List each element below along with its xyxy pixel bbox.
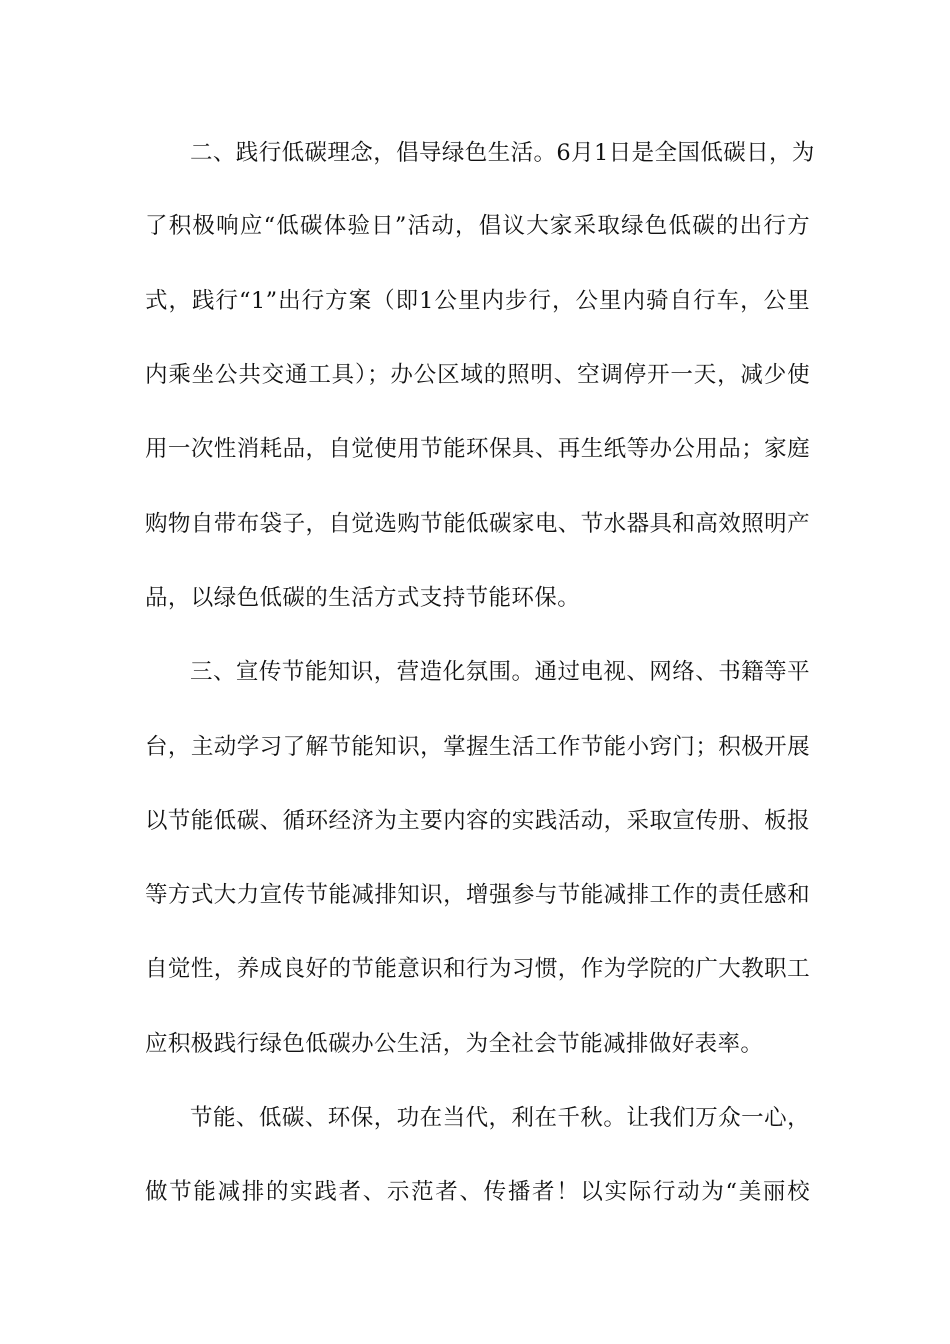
paragraph-3-line-4: 等方式大力宣传节能减排知识，增强参与节能减排工作的责任感和	[145, 882, 810, 908]
paragraph-2-line-5: 用一次性消耗品，自觉使用节能环保具、再生纸等办公用品；家庭	[145, 436, 810, 462]
paragraph-2-line-7: 品，以绿色低碳的生活方式支持节能环保。	[145, 585, 581, 611]
paragraph-2-line-4: 内乘坐公共交通工具）；办公区域的照明、空调停开一天，减少使	[145, 362, 810, 388]
paragraph-3-line-5: 自觉性，养成良好的节能意识和行为习惯，作为学院的广大教职工	[145, 956, 810, 982]
paragraph-3-line-2: 台，主动学习了解节能知识，掌握生活工作节能小窍门；积极开展	[145, 734, 810, 760]
paragraph-2-line-3: 式，践行“1”出行方案（即1公里内步行，公里内骑自行车，公里	[145, 288, 810, 314]
paragraph-2-line-2: 了积极响应“低碳体验日”活动，倡议大家采取绿色低碳的出行方	[145, 213, 810, 239]
paragraph-2-line-6: 购物自带布袋子，自觉选购节能低碳家电、节水器具和高效照明产	[145, 511, 810, 537]
paragraph-3-line-1: 三、宣传节能知识，营造化氛围。通过电视、网络、书籍等平	[190, 659, 810, 685]
paragraph-4-line-1: 节能、低碳、环保，功在当代，利在千秋。让我们万众一心，	[190, 1105, 810, 1131]
paragraph-2-line-1: 二、践行低碳理念，倡导绿色生活。6月1日是全国低碳日，为	[190, 140, 815, 166]
paragraph-3-line-3: 以节能低碳、循环经济为主要内容的实践活动，采取宣传册、板报	[145, 808, 810, 834]
paragraph-3-line-6: 应积极践行绿色低碳办公生活，为全社会节能减排做好表率。	[145, 1031, 764, 1057]
paragraph-4-line-2: 做节能减排的实践者、示范者、传播者！以实际行动为“美丽校	[145, 1179, 810, 1205]
